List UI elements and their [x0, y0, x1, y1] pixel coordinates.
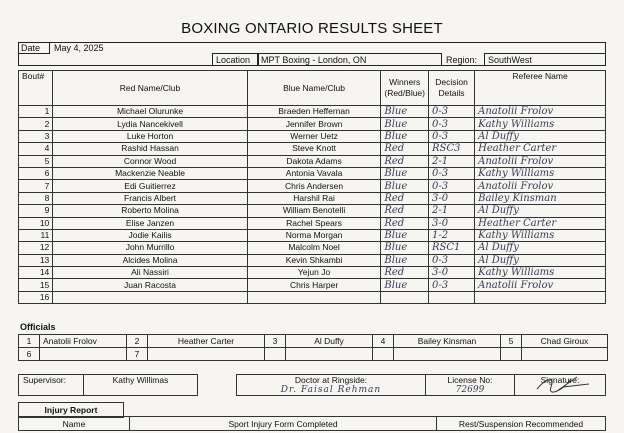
supervisor-row	[19, 375, 606, 396]
winner-value: Blue	[381, 229, 429, 241]
results-body	[19, 106, 606, 304]
blue-corner-name: Chris Harper	[247, 279, 381, 291]
decision-value: 0-3	[428, 118, 474, 130]
red-corner-name	[53, 291, 247, 303]
official-name: Al Duffy	[286, 335, 373, 348]
bout-number: 8	[19, 192, 53, 204]
signature-label: Signature:	[540, 375, 580, 385]
bout-row	[19, 267, 606, 279]
injury-title: Injury Report	[18, 402, 124, 418]
supervisor-table	[18, 374, 606, 396]
bout-row	[19, 130, 606, 142]
bout-number: 13	[19, 254, 53, 266]
col-decision: Decision Details	[428, 71, 474, 106]
referee-value: Al Duffy	[475, 130, 606, 142]
red-corner-name: Elise Janzen	[53, 217, 247, 229]
winner-value: Blue	[381, 242, 429, 254]
bout-row	[19, 217, 606, 229]
official-empty	[286, 348, 373, 361]
officials-row-1	[19, 335, 608, 348]
decision-value: 3-0	[428, 267, 474, 279]
blue-corner-name: William Benotelli	[247, 205, 381, 217]
official-num: 5	[501, 335, 522, 348]
referee-value: Al Duffy	[475, 242, 606, 254]
bout-row	[19, 167, 606, 179]
official-num: 3	[265, 335, 286, 348]
decision-value: RSC1	[428, 242, 474, 254]
red-corner-name: Roberto Molina	[53, 205, 247, 217]
signature-scribble-icon	[533, 375, 593, 393]
official-name	[148, 348, 265, 361]
injury-col-rest: Rest/Suspension Recommended	[437, 417, 606, 431]
official-empty	[394, 348, 501, 361]
officials-table	[18, 334, 608, 361]
injury-col-name: Name	[19, 417, 130, 431]
blue-corner-name: Antonia Vavala	[247, 167, 381, 179]
referee-value: Heather Carter	[475, 217, 606, 229]
referee-value: Bailey Kinsman	[475, 192, 606, 204]
official-num: 1	[19, 335, 40, 348]
doctor-value: Dr. Faisal Rehman	[280, 385, 382, 395]
bout-number: 10	[19, 217, 53, 229]
decision-value: 2-1	[428, 205, 474, 217]
bout-number: 14	[19, 267, 53, 279]
officials-title: Officials	[20, 322, 56, 332]
bout-number: 15	[19, 279, 53, 291]
referee-value: Anatolii Frolov	[475, 180, 606, 192]
bout-number: 7	[19, 180, 53, 192]
winner-value: Blue	[381, 130, 429, 142]
red-corner-name: Mackenzie Neable	[53, 167, 247, 179]
license-cell	[426, 375, 515, 396]
referee-value: Kathy Williams	[475, 167, 606, 179]
date-value: May 4, 2025	[54, 43, 104, 53]
col-winners: Winners (Red/Blue)	[381, 71, 429, 106]
bout-row	[19, 106, 606, 118]
col-red: Red Name/Club	[53, 71, 247, 106]
blue-corner-name: Rachel Spears	[247, 217, 381, 229]
official-name: Bailey Kinsman	[394, 335, 501, 348]
winner-value: Red	[381, 192, 429, 204]
official-empty	[501, 348, 522, 361]
signature-cell	[515, 375, 606, 396]
region-value: SouthWest	[488, 55, 532, 65]
bout-row	[19, 155, 606, 167]
sheet-title: BOXING ONTARIO RESULTS SHEET	[181, 20, 443, 37]
blue-corner-name: Steve Knott	[247, 143, 381, 155]
winner-value: Red	[381, 205, 429, 217]
bout-row	[19, 254, 606, 266]
decision-value: 3-0	[428, 217, 474, 229]
results-header-row	[19, 71, 606, 106]
injury-table	[18, 416, 606, 431]
decision-value: 0-3	[428, 106, 474, 118]
region-label: Region:	[446, 55, 478, 65]
blue-corner-name: Malcolm Noel	[247, 242, 381, 254]
official-num: 6	[19, 348, 40, 361]
col-referee: Referee Name	[475, 71, 606, 106]
winner-value: Blue	[381, 106, 429, 118]
bout-number: 2	[19, 118, 53, 130]
decision-value	[428, 291, 474, 303]
bout-row	[19, 118, 606, 130]
red-corner-name: Ali Nassiri	[53, 267, 247, 279]
red-corner-name: Connor Wood	[53, 155, 247, 167]
blue-corner-name	[247, 291, 381, 303]
official-empty	[265, 348, 286, 361]
red-corner-name: Alcides Molina	[53, 254, 247, 266]
bout-row	[19, 192, 606, 204]
doctor-cell	[237, 375, 426, 396]
referee-value: Al Duffy	[475, 254, 606, 266]
winner-value: Blue	[381, 279, 429, 291]
bout-row	[19, 229, 606, 241]
supervisor-label: Supervisor:	[19, 375, 84, 396]
red-corner-name: Jodie Kailis	[53, 229, 247, 241]
official-num: 7	[127, 348, 148, 361]
red-corner-name: Juan Racosta	[53, 279, 247, 291]
decision-value: 0-3	[428, 180, 474, 192]
bout-number: 6	[19, 167, 53, 179]
blue-corner-name: Dakota Adams	[247, 155, 381, 167]
blue-corner-name: Chris Andersen	[247, 180, 381, 192]
decision-value: RSC3	[428, 143, 474, 155]
official-empty	[522, 348, 608, 361]
blue-corner-name: Braeden Heffernan	[247, 106, 381, 118]
winner-value: Blue	[381, 180, 429, 192]
bout-number: 12	[19, 242, 53, 254]
location-label: Location	[216, 55, 251, 65]
winner-value: Red	[381, 155, 429, 167]
referee-value: Heather Carter	[475, 143, 606, 155]
bout-number: 3	[19, 130, 53, 142]
decision-value: 0-3	[428, 279, 474, 291]
blue-corner-name: Yejun Jo	[247, 267, 381, 279]
winner-value: Red	[381, 143, 429, 155]
bout-row	[19, 180, 606, 192]
referee-value	[475, 291, 606, 303]
official-name: Heather Carter	[148, 335, 265, 348]
official-num: 2	[127, 335, 148, 348]
bout-row	[19, 143, 606, 155]
winner-value: Blue	[381, 118, 429, 130]
winner-value: Red	[381, 217, 429, 229]
winner-value: Blue	[381, 254, 429, 266]
bout-number: 5	[19, 155, 53, 167]
red-corner-name: Edi Guitierrez	[53, 180, 247, 192]
bout-number: 11	[19, 229, 53, 241]
red-corner-name: Michael Olurunke	[53, 106, 247, 118]
bout-row	[19, 242, 606, 254]
official-empty	[373, 348, 394, 361]
winner-value: Red	[381, 267, 429, 279]
official-name	[40, 348, 127, 361]
bout-number: 1	[19, 106, 53, 118]
red-corner-name: Luke Horton	[53, 130, 247, 142]
red-corner-name: John Murrillo	[53, 242, 247, 254]
referee-value: Anatolii Frolov	[475, 106, 606, 118]
officials-row-2	[19, 348, 608, 361]
decision-value: 2-1	[428, 155, 474, 167]
bout-number: 16	[19, 291, 53, 303]
decision-value: 0-3	[428, 254, 474, 266]
red-corner-name: Lydia Nancekivell	[53, 118, 247, 130]
blue-corner-name: Werner Uetz	[247, 130, 381, 142]
official-name: Anatolii Frolov	[40, 335, 127, 348]
blue-corner-name: Kevin Shkambi	[247, 254, 381, 266]
official-name: Chad Giroux	[522, 335, 608, 348]
referee-value: Al Duffy	[475, 205, 606, 217]
red-corner-name: Rashid Hassan	[53, 143, 247, 155]
bout-number: 9	[19, 205, 53, 217]
injury-header-row	[19, 417, 606, 431]
red-corner-name: Francis Albert	[53, 192, 247, 204]
referee-value: Kathy Williams	[475, 118, 606, 130]
blue-corner-name: Harshil Rai	[247, 192, 381, 204]
blue-corner-name: Norma Morgan	[247, 229, 381, 241]
referee-value: Anatolii Frolov	[475, 279, 606, 291]
doctor-label: Doctor at Ringside:	[294, 375, 368, 385]
decision-value: 1-2	[428, 229, 474, 241]
blue-corner-name: Jennifer Brown	[247, 118, 381, 130]
referee-value: Kathy Williams	[475, 229, 606, 241]
col-blue: Blue Name/Club	[247, 71, 381, 106]
date-label: Date	[21, 43, 41, 53]
col-bout: Bout#	[19, 71, 53, 106]
winner-value: Blue	[381, 167, 429, 179]
winner-value	[381, 291, 429, 303]
decision-value: 0-3	[428, 167, 474, 179]
spacer	[198, 375, 237, 396]
license-value: 72699	[455, 385, 485, 395]
referee-value: Kathy Williams	[475, 267, 606, 279]
official-num: 4	[373, 335, 394, 348]
decision-value: 3-0	[428, 192, 474, 204]
license-label: License No:	[447, 375, 493, 385]
supervisor-value: Kathy Willimas	[84, 375, 198, 396]
results-table	[18, 70, 606, 304]
bout-row	[19, 205, 606, 217]
bout-row	[19, 279, 606, 291]
bout-row	[19, 291, 606, 303]
bout-number: 4	[19, 143, 53, 155]
injury-col-form: Sport Injury Form Completed	[130, 417, 437, 431]
decision-value: 0-3	[428, 130, 474, 142]
location-value: MPT Boxing - London, ON	[261, 55, 367, 65]
referee-value: Anatolii Frolov	[475, 155, 606, 167]
